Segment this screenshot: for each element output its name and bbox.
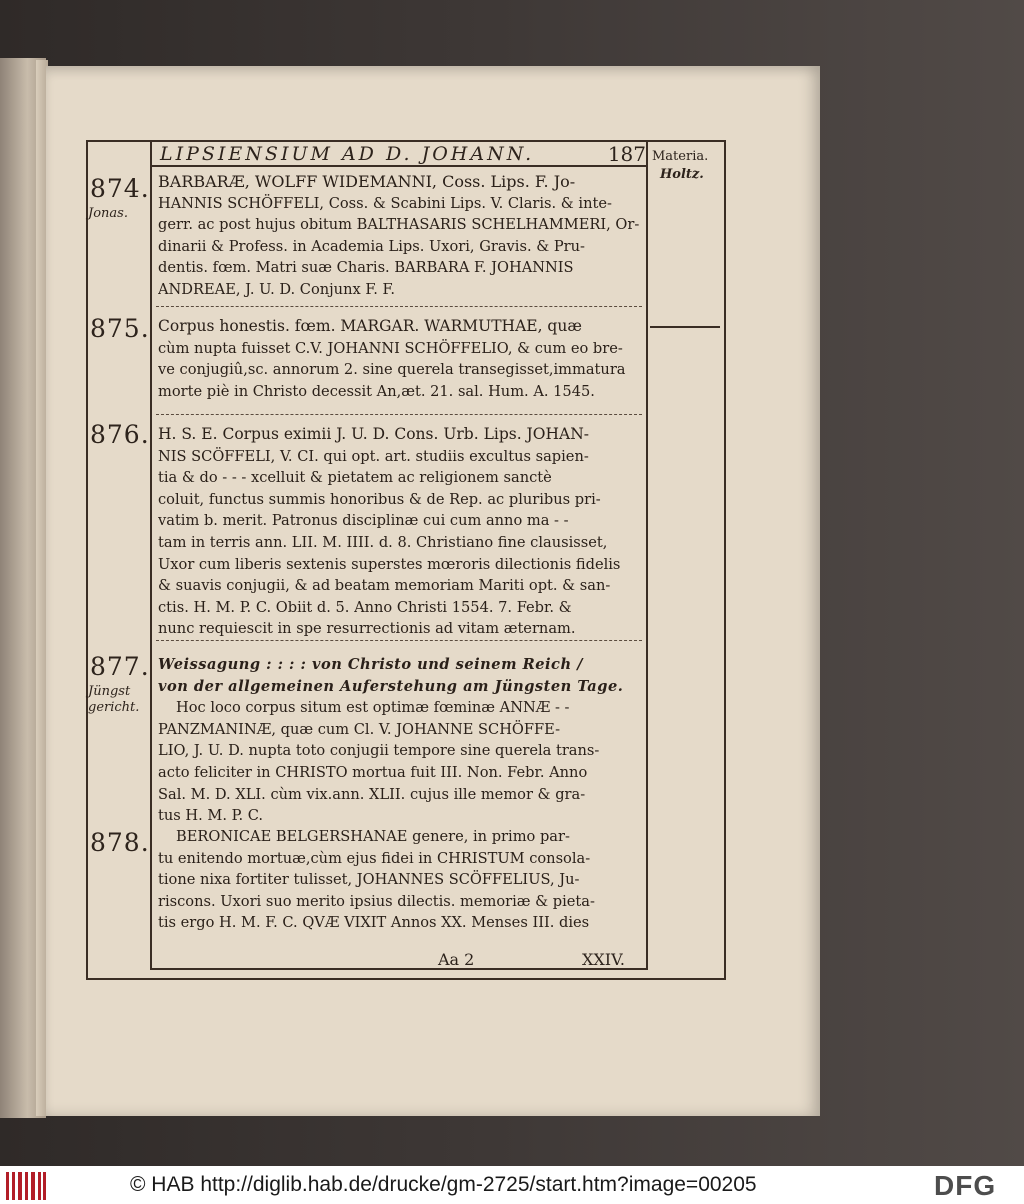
text-line: gerr. ac post hujus obitum BALTHASARIS SCHELHAMMERI, Or- — [158, 216, 640, 234]
entry-number: 877. — [90, 652, 150, 681]
text-line: HANNIS SCHÖFFELI, Coss. & Scabini Lips. V. Claris. & inte- — [158, 194, 612, 212]
entry-number: 876. — [90, 420, 150, 449]
entry-number: 874. — [90, 174, 150, 203]
gothic-heading-line: von der allgemeinen Auferstehung am Jüngsten Tage. — [158, 677, 624, 695]
text-line: PANZMANINÆ, quæ cum Cl. V. JOHANNE SCHÖFFE- — [158, 720, 560, 738]
text-line: ANDREAE, J. U. D. Conjunx F. F. — [158, 280, 395, 298]
text-line: tis ergo H. M. F. C. QVÆ VIXIT Annos XX. Menses III. dies — [158, 914, 590, 932]
margin-materia: Materia. — [652, 149, 709, 164]
entry-side-name: Jonas. — [88, 206, 128, 221]
margin-material: Holtz. — [660, 167, 704, 182]
text-line: tam in terris ann. LII. M. IIII. d. 8. Christiano fine clausisset, — [158, 533, 608, 551]
entry-side-name: Jüngst gericht. — [88, 684, 140, 715]
text-line: Hoc loco corpus situm est optimæ fœminæ ANNÆ - - — [176, 699, 570, 717]
dfg-logo: DFG — [934, 1170, 997, 1201]
copyright-link[interactable]: © HAB http://diglib.hab.de/drucke/gm-2725/start.htm?image=00205 — [130, 1173, 757, 1196]
text-line: cùm nupta fuisset C.V. JOHANNI SCHÖFFELIO, & cum eo bre- — [158, 339, 623, 357]
text-line: ve conjugiû,sc. annorum 2. sine querela transegisset,immatura — [158, 361, 626, 379]
page-number: 187 — [607, 142, 646, 166]
text-line: ctis. H. M. P. C. Obiit d. 5. Anno Christi 1554. 7. Febr. & — [158, 598, 572, 616]
entry-number: 875. — [90, 314, 150, 343]
entry-number: 878. — [90, 828, 150, 857]
margin-column-rule — [646, 140, 648, 970]
text-line: acto feliciter in CHRISTO mortua fuit III. Non. Febr. Anno — [158, 763, 588, 781]
text-line: vatim b. merit. Patronus disciplinæ cui cum anno ma - - — [158, 512, 569, 530]
text-line: tione nixa fortiter tulisset, JOHANNES SCÖFFELIUS, Ju- — [158, 871, 580, 889]
inscription-875 — [158, 316, 646, 402]
text-line: H. S. E. Corpus eximii J. U. D. Cons. Urb. Lips. JOHAN- — [158, 425, 589, 443]
frame-left-rule — [86, 140, 88, 980]
inscription-876 — [158, 424, 646, 640]
text-line: riscons. Uxori suo merito ipsius dilectis. memoriæ & pieta- — [158, 892, 595, 910]
number-column-rule — [150, 140, 152, 970]
text-line: LIO, J. U. D. nupta toto conjugii tempore sine querela trans- — [158, 742, 600, 760]
frame-bottom-rule — [86, 978, 726, 980]
margin-note — [652, 148, 722, 184]
text-line: Uxor cum liberis sextenis superstes mœroris dilectionis fidelis — [158, 555, 621, 573]
footer-rule — [150, 968, 648, 970]
text-line: tus H. M. P. C. — [158, 807, 264, 825]
text-line: dentis. fœm. Matri suæ Charis. BARBARA F. JOHANNIS — [158, 259, 574, 277]
running-title: LIPSIENSIUM AD D. JOHANN. — [160, 143, 535, 165]
text-line: tu enitendo mortuæ,cùm ejus fidei in CHRISTUM consola- — [158, 849, 591, 867]
text-line: NIS SCÖFFELI, V. CI. qui opt. art. studiis excultus sapien- — [158, 447, 589, 465]
catchword: XXIV. — [582, 950, 625, 969]
inscription-877 — [158, 654, 646, 827]
inscription-874 — [158, 171, 646, 301]
entry-separator — [156, 414, 642, 415]
text-line: dinarii & Profess. in Academia Lips. Uxori, Gravis. & Pru- — [158, 237, 585, 255]
text-line: coluit, functus summis honoribus & de Rep. ac pluribus pri- — [158, 490, 601, 508]
gothic-heading-line: Weissagung : : : : von Christo und seinem Reich / — [158, 656, 583, 673]
text-line: BERONICAE BELGERSHANAE genere, in primo par- — [176, 828, 570, 845]
text-line: Corpus honestis. fœm. MARGAR. WARMUTHAE, quæ — [158, 317, 582, 335]
text-line: nunc requiescit in spe resurrectionis ad vitam æternam. — [158, 620, 576, 638]
margin-rule — [650, 326, 720, 328]
text-line: BARBARÆ, WOLFF WIDEMANNI, Coss. Lips. F. Jo- — [158, 172, 576, 191]
text-line: morte piè in Christo decessit An,æt. 21. sal. Hum. A. 1545. — [158, 382, 595, 400]
entry-separator — [156, 640, 642, 641]
text-line: Sal. M. D. XLI. cùm vix.ann. XLII. cujus ille memor & gra- — [158, 785, 586, 803]
running-header — [160, 143, 650, 169]
inscription-878 — [158, 826, 646, 934]
hab-barcode-logo-icon — [4, 1172, 46, 1200]
signature-mark: Aa 2 — [438, 950, 475, 969]
frame-right-rule — [724, 140, 726, 980]
text-line: & suavis conjugii, & ad beatam memoriam Mariti opt. & san- — [158, 577, 611, 595]
entry-separator — [156, 306, 642, 307]
text-line: tia & do - - - xcelluit & pietatem ac religionem sanctè — [158, 469, 552, 487]
